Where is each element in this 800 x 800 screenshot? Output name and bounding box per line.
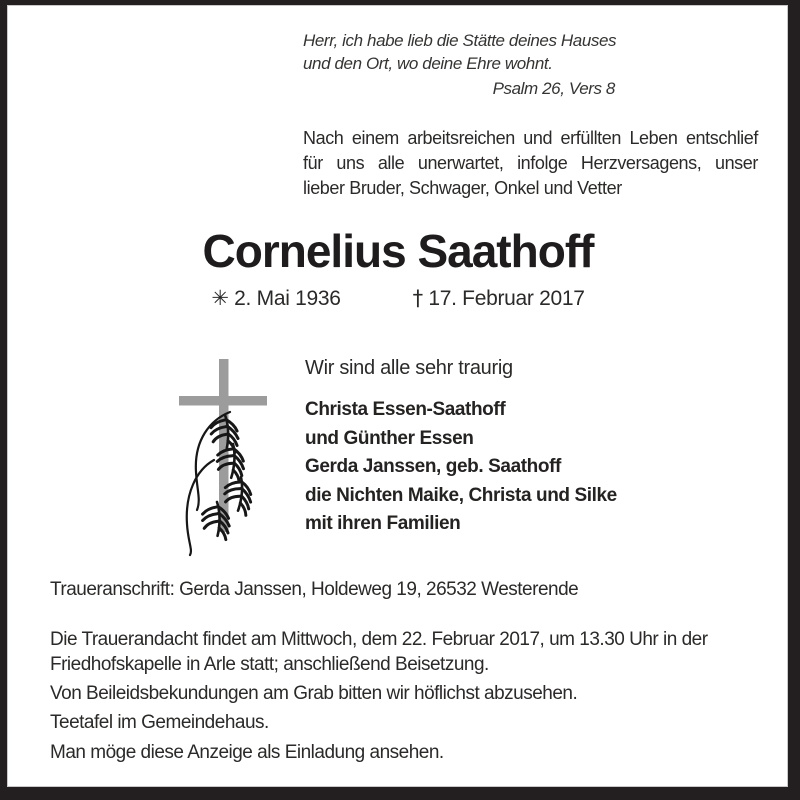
mourning-address: Traueranschrift: Gerda Janssen, Holdeweg 19, 26532 Westerende (50, 579, 579, 600)
intro-paragraph (303, 126, 758, 201)
intro-line: Nach einem arbeitsreichen und erfüllten Leben entschlief (303, 128, 758, 148)
mourning-line: Wir sind alle sehr traurig (305, 357, 513, 379)
mourner-line: Christa Essen-Saathoff (305, 399, 506, 420)
mourner-line: und Günther Essen (305, 427, 474, 449)
service-line: Die Trauerandacht findet am Mittwoch, dem 22. Februar 2017, um 13.30 Uhr in der (50, 629, 708, 650)
death-date (413, 286, 585, 311)
quote-attribution: Psalm 26, Vers 8 (492, 79, 615, 98)
cross-horizontal-bar (179, 396, 267, 406)
mourner-line: mit ihren Familien (305, 513, 461, 535)
service-info (50, 628, 745, 677)
condolence-note: Von Beileidsbekundungen am Grab bitten wir höflichst abzusehen. (50, 683, 578, 704)
birth-date (211, 286, 340, 311)
scripture-quote (303, 29, 619, 75)
deceased-name: Cornelius Saathoff (202, 225, 594, 277)
death-dagger-icon: † (412, 286, 423, 310)
mourner-line: Gerda Janssen, geb. Saathoff (305, 456, 561, 478)
invitation-note: Man möge diese Anzeige als Einladung ansehen. (50, 742, 444, 763)
death-date-text: 17. Februar 2017 (428, 287, 585, 310)
service-line: Friedhofskapelle in Arle statt; anschließend Beisetzung. (50, 653, 489, 675)
cross-with-wheat-svg (170, 344, 280, 559)
quote-line: Herr, ich habe lieb die Stätte deines Hauses (303, 31, 617, 50)
quote-line: und den Ort, wo deine Ehre wohnt. (303, 54, 553, 73)
intro-line: lieber Bruder, Schwager, Onkel und Vetter (303, 178, 622, 198)
mourners-list (305, 396, 617, 539)
birth-date-text: 2. Mai 1936 (234, 287, 341, 310)
intro-line: für uns alle unerwartet, infolge Herzversagens, unser (303, 153, 758, 173)
life-dates (0, 286, 796, 311)
tea-note: Teetafel im Gemeindehaus. (50, 712, 269, 733)
cross-with-wheat-icon (170, 344, 280, 559)
birth-star-icon: ✳ (211, 286, 229, 310)
mourner-line: die Nichten Maike, Christa und Silke (305, 484, 617, 506)
